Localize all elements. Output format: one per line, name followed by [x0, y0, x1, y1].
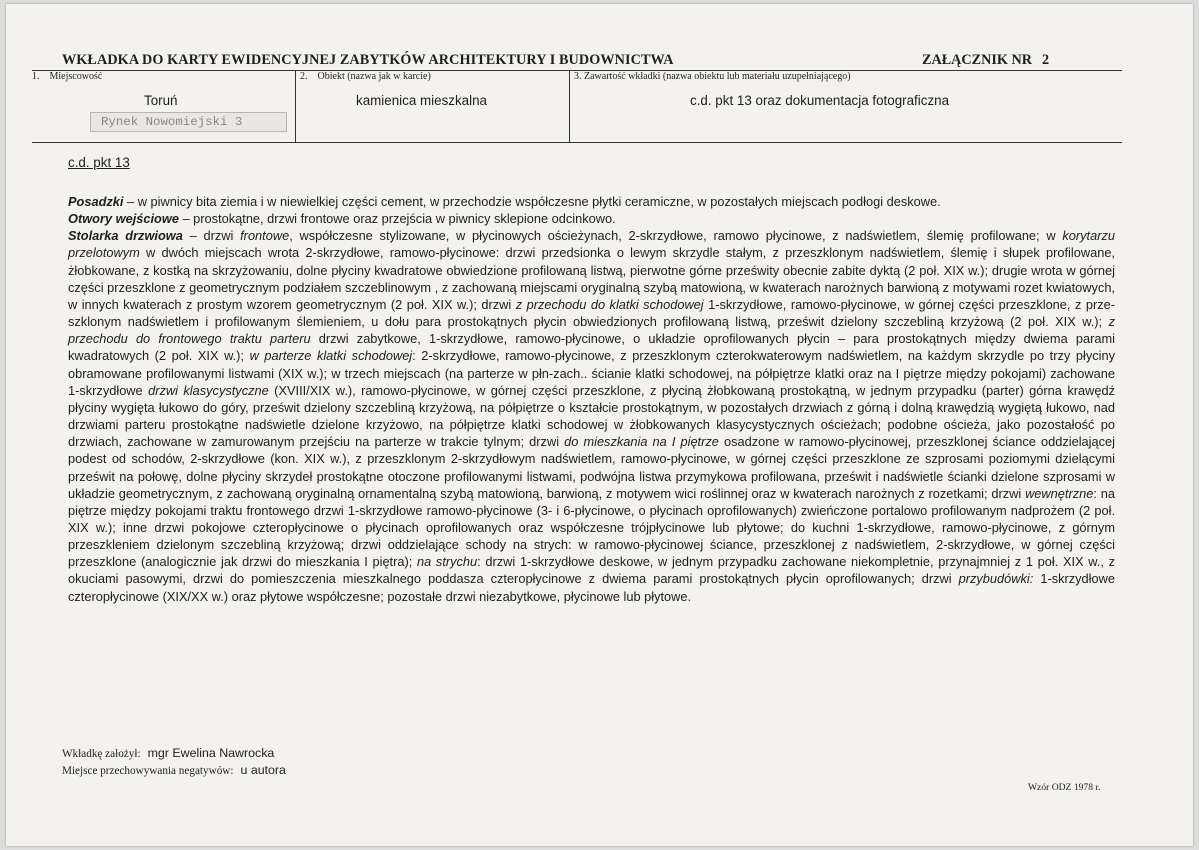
locality-value: Toruń	[144, 93, 178, 108]
annex-number: 2	[1041, 52, 1050, 68]
paragraph-joinery: Stolarka drzwiowa – drzwi frontowe, współczesne stylizowane, w płycinowych ościeżynach, 2-skrzydłowe, ramowo płycinowe, z nadświetlem, ślemię profilowane; w korytarzu przelotowym w dwóch miejscach wrota 2-skrzydłowe, ramowo-płycinowe: drzwi przedsionka o lewym skrzydle stałym, z przeszklonym nadświetlem, ślemię i słupek profilowane, żłobkowane, z kostką na skrzyżowaniu, dolne płyciny kwadratowe obwiedzione profilowaną listwą, pierwotne górne prześwity obecnie zabite dyktą (2 poł. XIX w.); drugie wrota w górnej części przeszklone z geometrycznym podziałem szczeblinowym , z zachowaną miejscami oryginalną szybą matowioną, w kwaterach narożnych barwioną z motywami rozet kwiatowych, w innych kwaterach z prostym wzorem geometrycznym (2 poł. XIX w.); drzwi z przechodu do klatki schodowej 1-skrzydłowe, ramowo-płycinowe, w górnej części przeszklone, z przeszklonym nadświetlem i profilowanym ślemieniem, u dołu para prostokątnych płycin obwiedzionych profilowaną listwą, prześwit dzielony szczebliną krzyżową (2 poł. XIX w.); z przechodu do frontowego traktu parteru drzwi zabytkowe, 1-skrzydłowe, ramowo-płycinowe, o układzie oprofilowanych płycin – para prostokątnych między dwiema parami kwadratowych (2 poł. XIX w.); w parterze klatki schodowej: 2-skrzydłowe, ramowo-płycinowe, z przeszklonym czterokwaterowym nadświetlem, na każdym skrzydle po trzy płyciny obramowane profilowanymi listwami (XIX w.); w trzech miejscach (na parterze w płn-zach.. ścianie klatki schodowej, na półpiętrze klatki oraz na I piętrze między pokojami) zachowane 1-skrzydłowe drzwi klasycystyczne (XVIII/XIX w.), ramowo-płycinowe, w górnej części przeszklone, z płyciną żłobkowaną prostokątną, w jednym przypadku (parter) górna krawędź płyciny wygięta łukowo do góry, prześwit dzielony szczebliną krzyżową, na półpiętrze o kształcie prostokątnym, w pozostałych drzwiach z górną i dolną krawędzią wygiętą łukowo, nad drzwiami parteru prostokątne nadświetle dzielone krzyżowo, na półpiętrze klatki schodowej w żłobkowanych klasycystycznych ościeżach; podobne ościeża, jako pozostałość po drzwiach, zachowane w zamurowanym przejściu na parterze w trakcie tylnym; drzwi do mieszkania na I piętrze osadzone w ramowo-płycinowej, przeszklonej ściance oddzielającej podest od schodów, 2-skrzydłowe (kon. XIX w.), z przeszklonym 2-skrzydłowym nadświetlem, ramowo-płycinowe, w górnej części przeszklone ze szprosami poziomymi dzielącymi prześwit na połowę, dolne płyciny skrzydeł prostokątne otoczone profilowanymi listwami, podwójna listwa przymykowa profilowana, prześwit i nadświetle ścianki dzielone szprosami w układzie geometrycznym, z zachowaną oryginalną ornamentalną szybą matowioną, barwioną, z motywem wici roślinnej oraz w kwaterach narożnych z rozetkami; drzwi wewnętrzne: na piętrze między pokojami traktu frontowego drzwi 1-skrzydłowe ramowo-płycinowe (3- i 6-płycinowe, o płycinach oprofilowanych) zwieńczone portalowo profilowanym nadprożem (2 poł. XIX w.); inne drzwi pokojowe czteropłycinowe o płycinach oprofilowanych oraz współczesne trójpłycinowe lub płytowe; do kuchni 1-skrzydłowe, ramowo-płycinowe, z górnym przeszkleniem dzielonym szczebliną krzyżową; drzwi oddzielające schody na strych: w ramowo-płycinowej ściance, przeszklonej z nadświetlem, 2-skrzydłowe, w górnej części przeszklone (analogicznie jak drzwi do mieszkania I piętra); na strychu: drzwi 1-skrzydłowe deskowe, w jednym przypadku zachowane niekompletnie, przynajmniej z 1 poł. XIX w., z okuciami pasowymi, drzwi do pomieszczenia mieszkalnego poddasza czteropłycinowe z dwiema parami prostokątnych płycin oprofilowanych; drzwi przybudówki: 1-skrzydłowe czteropłycinowe (XIX/XX w.) oraz płytowe współczesne; pozostałe drzwi niezabytkowe, płycinowe lub płytowe.	[68, 228, 1115, 604]
contents-value: c.d. pkt 13 oraz dokumentacja fotograficzna	[690, 93, 950, 108]
field-2-caption: 2. Obiekt (nazwa jak w karcie)	[300, 71, 431, 82]
fields-bottom-rule	[32, 142, 1122, 143]
description-body	[68, 193, 1115, 605]
footer-storage	[62, 763, 286, 777]
annex-label-text: ZAŁĄCZNIK NR	[922, 52, 1032, 68]
author-label: Wkładkę założył:	[62, 748, 141, 760]
storage-value: u autora	[240, 763, 286, 777]
annex-label	[922, 52, 1049, 69]
author-value: mgr Ewelina Nawrocka	[147, 746, 275, 760]
field-divider-2	[569, 70, 570, 142]
document-sheet	[6, 4, 1193, 846]
address-stamp: Rynek Nowomiejski 3	[90, 112, 287, 132]
section-heading: c.d. pkt 13	[68, 155, 130, 170]
object-value: kamienica mieszkalna	[356, 93, 487, 108]
storage-label: Miejsce przechowywania negatywów:	[62, 765, 234, 777]
field-divider-1	[295, 70, 296, 142]
paragraph-floors: Posadzki – w piwnicy bita ziemia i w niewielkiej części cement, w przechodzie współczesne płytki ceramiczne, w pozostałych miejscach podłogi deskowe.	[68, 194, 941, 209]
form-code: Wzór ODZ 1978 r.	[1028, 782, 1101, 793]
footer-author	[62, 746, 274, 760]
field-1-caption: 1. Miejscowość	[32, 71, 103, 82]
field-3-caption: 3. Zawartość wkładki (nazwa obiektu lub materiału uzupełniającego)	[574, 71, 851, 82]
form-title: WKŁADKA DO KARTY EWIDENCYJNEJ ZABYTKÓW ARCHITEKTURY I BUDOWNICTWA	[62, 52, 674, 68]
paragraph-entrances: Otwory wejściowe – prostokątne, drzwi frontowe oraz przejścia w piwnicy sklepione odcinkowo.	[68, 211, 616, 227]
